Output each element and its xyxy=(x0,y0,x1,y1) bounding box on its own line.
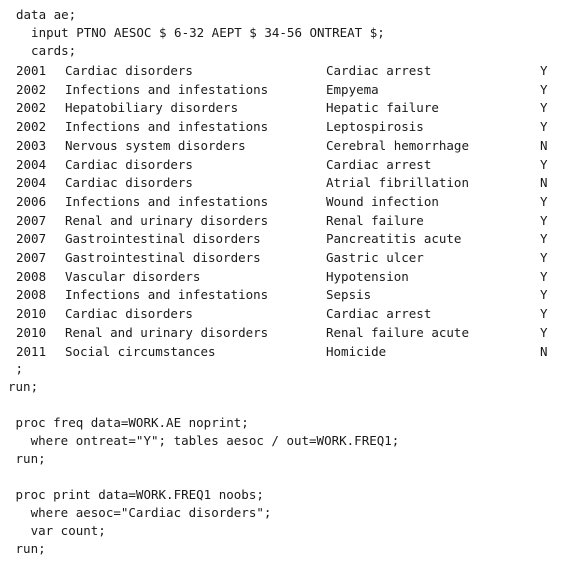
card-ptno: 2010 xyxy=(16,324,47,340)
code-line-where-aesoc: where aesoc="Cardiac disorders"; xyxy=(8,505,272,520)
card-aesoc: Infections and infestations xyxy=(65,81,269,97)
card-row xyxy=(0,62,569,80)
card-ontreat: Y xyxy=(540,100,548,116)
card-ontreat: Y xyxy=(540,193,548,209)
card-ontreat: Y xyxy=(540,156,548,172)
card-aept: Leptospirosis xyxy=(326,119,424,135)
card-ontreat: Y xyxy=(540,268,548,284)
card-aesoc: Infections and infestations xyxy=(65,193,269,209)
card-ontreat: Y xyxy=(540,250,548,265)
card-aept: Homicide xyxy=(326,343,387,359)
card-ptno: 2011 xyxy=(16,343,47,359)
card-row xyxy=(0,343,569,361)
code-line-run-freq: run; xyxy=(8,451,46,466)
card-ptno: 2003 xyxy=(16,137,47,153)
card-row xyxy=(0,137,569,155)
card-ptno: 2002 xyxy=(16,119,47,135)
card-aesoc: Infections and infestations xyxy=(65,119,269,135)
card-ontreat: Y xyxy=(540,119,548,135)
card-aesoc: Renal and urinary disorders xyxy=(65,212,269,228)
card-aept: Sepsis xyxy=(326,287,372,303)
card-row xyxy=(0,324,569,342)
card-aesoc: Hepatobiliary disorders xyxy=(65,100,239,116)
card-row xyxy=(0,81,569,99)
card-ptno: 2008 xyxy=(16,287,47,303)
card-row xyxy=(0,212,569,230)
card-ptno: 2006 xyxy=(16,193,47,209)
code-line-input: input PTNO AESOC $ 6-32 AEPT $ 34-56 ONTREAT $; xyxy=(16,25,385,40)
card-row xyxy=(0,305,569,323)
card-row xyxy=(0,286,569,304)
card-ptno: 2002 xyxy=(16,81,47,97)
card-row xyxy=(0,268,569,286)
card-row xyxy=(0,118,569,136)
card-ontreat: Y xyxy=(540,63,548,78)
card-aesoc: Cardiac disorders xyxy=(65,175,193,191)
code-line-var-count: var count; xyxy=(8,523,106,538)
card-aesoc: Vascular disorders xyxy=(65,268,201,284)
card-ptno: 2007 xyxy=(16,231,47,247)
card-ptno: 2010 xyxy=(16,306,47,322)
card-ontreat: N xyxy=(540,343,548,359)
card-row xyxy=(0,193,569,211)
card-aesoc: Cardiac disorders xyxy=(65,306,193,322)
card-ptno: 2001 xyxy=(16,63,47,78)
code-line-run: run; xyxy=(8,379,39,394)
card-row xyxy=(0,249,569,267)
card-ptno: 2008 xyxy=(16,268,47,284)
card-aesoc: Infections and infestations xyxy=(65,287,269,303)
card-aept: Atrial fibrillation xyxy=(326,175,469,191)
card-ontreat: N xyxy=(540,137,548,153)
card-aept: Hypotension xyxy=(326,268,409,284)
card-aept: Wound infection xyxy=(326,193,439,209)
card-ontreat: Y xyxy=(540,287,548,303)
card-ontreat: Y xyxy=(540,324,548,340)
card-ontreat: N xyxy=(540,175,548,191)
code-line-run-print: run; xyxy=(8,541,46,556)
card-ptno: 2007 xyxy=(16,212,47,228)
card-aesoc: Cardiac disorders xyxy=(65,63,193,78)
card-row xyxy=(0,230,569,248)
card-aept: Pancreatitis acute xyxy=(326,231,462,247)
card-aesoc: Social circumstances xyxy=(65,343,216,359)
card-row xyxy=(0,156,569,174)
card-ontreat: Y xyxy=(540,81,548,97)
code-line-data-ae: data ae; xyxy=(16,7,77,22)
card-ptno: 2007 xyxy=(16,250,47,265)
card-aept: Gastric ulcer xyxy=(326,250,424,265)
card-aept: Renal failure xyxy=(326,212,424,228)
card-ontreat: Y xyxy=(540,306,548,322)
card-aept: Cerebral hemorrhage xyxy=(326,137,469,153)
code-line-proc-freq: proc freq data=WORK.AE noprint; xyxy=(8,415,249,430)
code-line-cards: cards; xyxy=(16,43,77,58)
card-aept: Hepatic failure xyxy=(326,100,439,116)
card-aesoc: Renal and urinary disorders xyxy=(65,324,269,340)
card-aept: Cardiac arrest xyxy=(326,306,432,322)
card-aept: Renal failure acute xyxy=(326,324,469,340)
card-aesoc: Gastrointestinal disorders xyxy=(65,250,261,265)
code-line-semicolon: ; xyxy=(8,361,24,376)
card-ptno: 2002 xyxy=(16,100,47,116)
card-row xyxy=(0,174,569,192)
card-aesoc: Nervous system disorders xyxy=(65,137,246,153)
card-aept: Empyema xyxy=(326,81,379,97)
card-ptno: 2004 xyxy=(16,175,47,191)
card-aesoc: Cardiac disorders xyxy=(65,156,193,172)
card-aept: Cardiac arrest xyxy=(326,156,432,172)
card-ontreat: Y xyxy=(540,212,548,228)
card-ptno: 2004 xyxy=(16,156,47,172)
card-aesoc: Gastrointestinal disorders xyxy=(65,231,261,247)
card-row xyxy=(0,99,569,117)
card-ontreat: Y xyxy=(540,231,548,247)
code-line-where-tables: where ontreat="Y"; tables aesoc / out=WORK.FREQ1; xyxy=(8,433,400,448)
code-line-proc-print: proc print data=WORK.FREQ1 noobs; xyxy=(8,487,264,502)
card-aept: Cardiac arrest xyxy=(326,63,432,78)
